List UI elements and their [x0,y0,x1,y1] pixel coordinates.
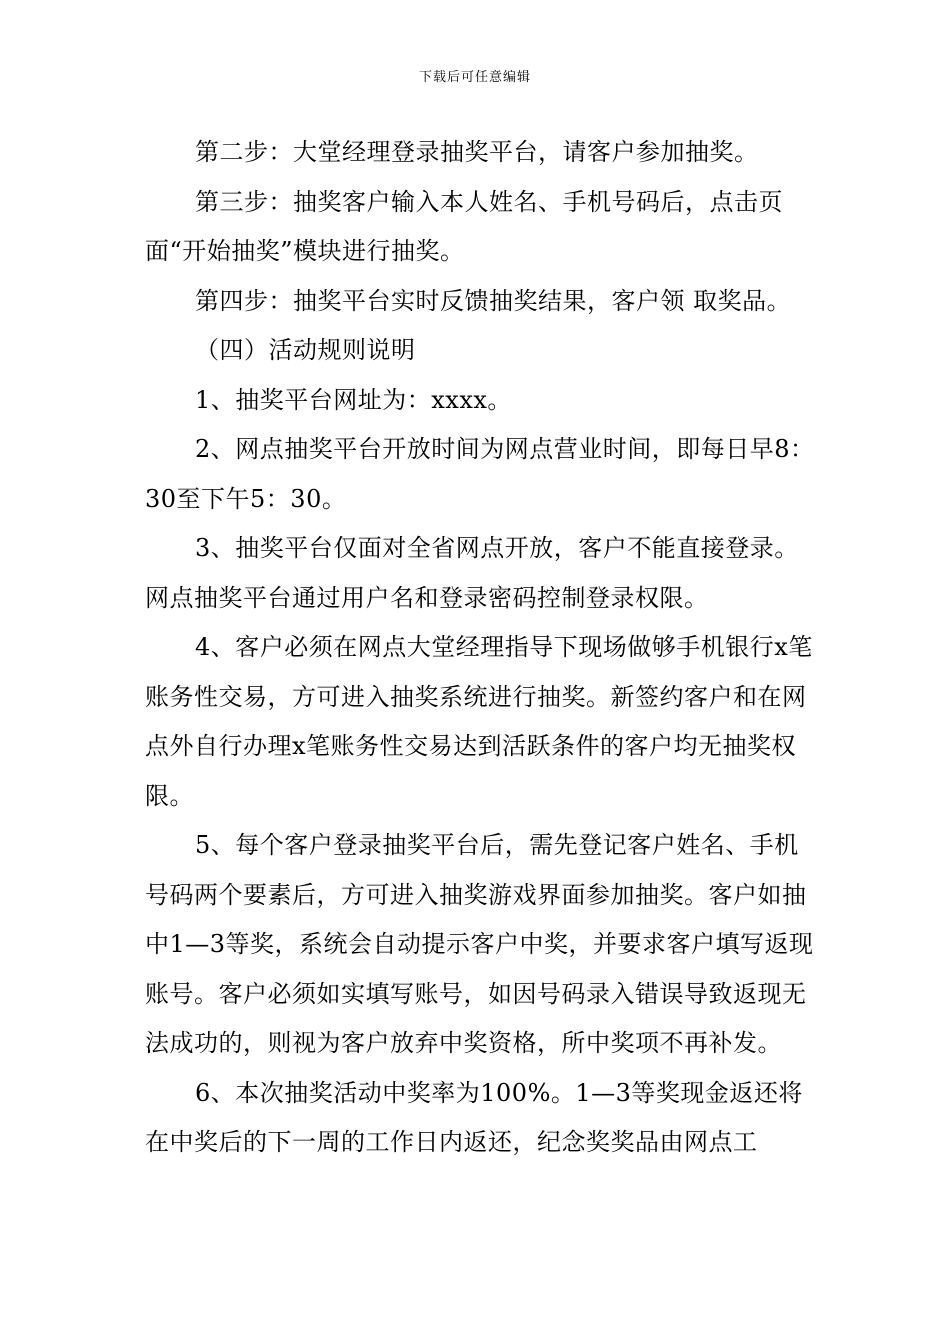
page-header: 下载后可任意编辑 [418,70,531,85]
paragraph-step-three: 第三步：抽奖客户输入本人姓名、手机号码后，点击页面“开始抽奖”模块进行抽奖。 [145,187,783,265]
rule-item-2: 2、网点抽奖平台开放时间为网点营业时间，即每日早8：30至下午5：30。 [145,435,815,513]
rule-item-1: 1、抽奖平台网址为：xxxx。 [195,385,512,414]
paragraph-step-four: 第四步：抽奖平台实时反馈抽奖结果，客户领 取奖品。 [195,286,792,315]
rule-item-3: 3、抽奖平台仅面对全省网点开放，客户不能直接登录。网点抽奖平台通过用户名和登录密码控制登录权限。 [145,534,799,612]
rule-item-5: 5、每个客户登录抽奖平台后，需先登记客户姓名、手机号码两个要素后，方可进入抽奖游戏界面参加抽奖。客户如抽中1—3等奖，系统会自动提示客户中奖，并要求客户填写返现账号。客户必须如实填写账号，如因号码录入错误导致返现无法成功的，则视为客户放弃中奖资格，所中奖项不再补发。 [145,831,814,1057]
rule-item-4: 4、客户必须在网点大堂经理指导下现场做够手机银行x笔账务性交易，方可进入抽奖系统进行抽奖。新签约客户和在网点外自行办理x笔账务性交易达到活跃条件的客户均无抽奖权限。 [145,633,813,810]
document-body [145,128,815,1168]
section-heading-rules: （四）活动规则说明 [195,336,416,364]
paragraph-step-two: 第二步：大堂经理登录抽奖平台，请客户参加抽奖。 [195,138,759,166]
rule-item-6: 6、本次抽奖活动中奖率为100%。1—3等奖现金返还将在中奖后的下一周的工作日内返还，纪念奖奖品由网点工 [145,1078,803,1156]
